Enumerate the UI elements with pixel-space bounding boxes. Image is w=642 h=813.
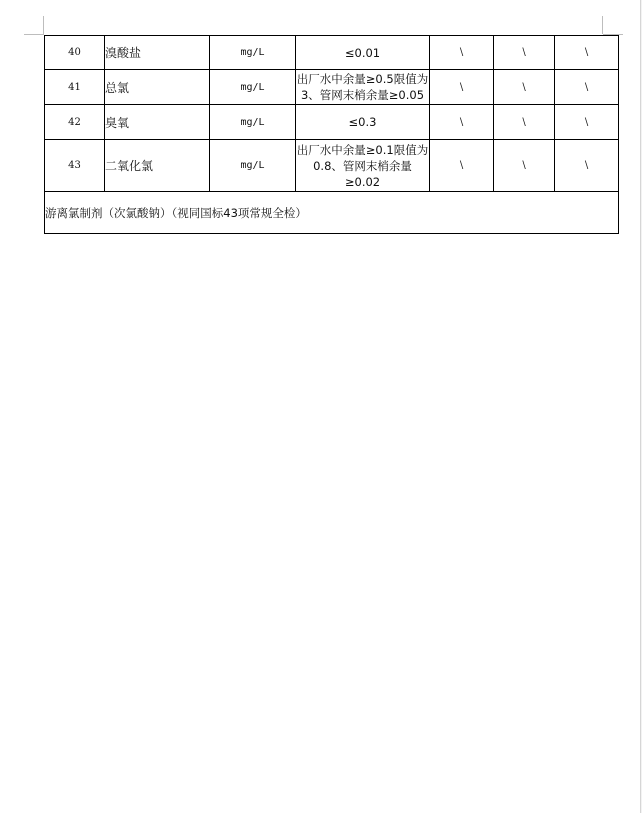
table-row (45, 140, 619, 192)
sample-result-1[interactable]: \ (430, 140, 494, 192)
sample-result-2[interactable]: \ (494, 70, 555, 105)
sample-result-1[interactable]: \ (430, 105, 494, 140)
row-number[interactable]: 40 (45, 36, 105, 70)
row-number[interactable]: 42 (45, 105, 105, 140)
crop-mark-top-left-vertical (43, 16, 44, 34)
indicator-name[interactable]: 溴酸盐 (105, 36, 210, 70)
sample-result-2[interactable]: \ (494, 140, 555, 192)
unit-cell[interactable]: mg/L (210, 105, 296, 140)
unit-cell[interactable]: mg/L (210, 70, 296, 105)
sample-result-3[interactable]: \ (555, 105, 619, 140)
sample-result-3[interactable]: \ (555, 140, 619, 192)
table-row (45, 36, 619, 70)
indicator-name[interactable]: 总氯 (105, 70, 210, 105)
table-note[interactable]: 游离氯制剂（次氯酸钠）（视同国标43项常规全检） (45, 192, 619, 234)
table-row-note (45, 192, 619, 234)
table-row (45, 70, 619, 105)
limit-cell[interactable]: ≤0.01 (296, 36, 430, 70)
limit-cell[interactable]: 出厂水中余量≥0.1限值为0.8、管网末梢余量≥0.02 (296, 140, 430, 192)
limit-cell[interactable]: ≤0.3 (296, 105, 430, 140)
row-number[interactable]: 41 (45, 70, 105, 105)
sample-result-3[interactable]: \ (555, 70, 619, 105)
unit-cell[interactable]: mg/L (210, 36, 296, 70)
sample-result-2[interactable]: \ (494, 36, 555, 70)
sample-result-1[interactable]: \ (430, 36, 494, 70)
indicator-name[interactable]: 二氧化氯 (105, 140, 210, 192)
sample-result-1[interactable]: \ (430, 70, 494, 105)
sample-result-3[interactable]: \ (555, 36, 619, 70)
water-quality-table (44, 35, 619, 234)
row-number[interactable]: 43 (45, 140, 105, 192)
limit-cell[interactable]: 出厂水中余量≥0.5限值为3、管网末梢余量≥0.05 (296, 70, 430, 105)
indicator-name[interactable]: 臭氧 (105, 105, 210, 140)
table-row (45, 105, 619, 140)
sample-result-2[interactable]: \ (494, 105, 555, 140)
unit-cell[interactable]: mg/L (210, 140, 296, 192)
crop-mark-top-left-horizontal (24, 34, 44, 35)
crop-mark-top-right-vertical (602, 16, 603, 34)
